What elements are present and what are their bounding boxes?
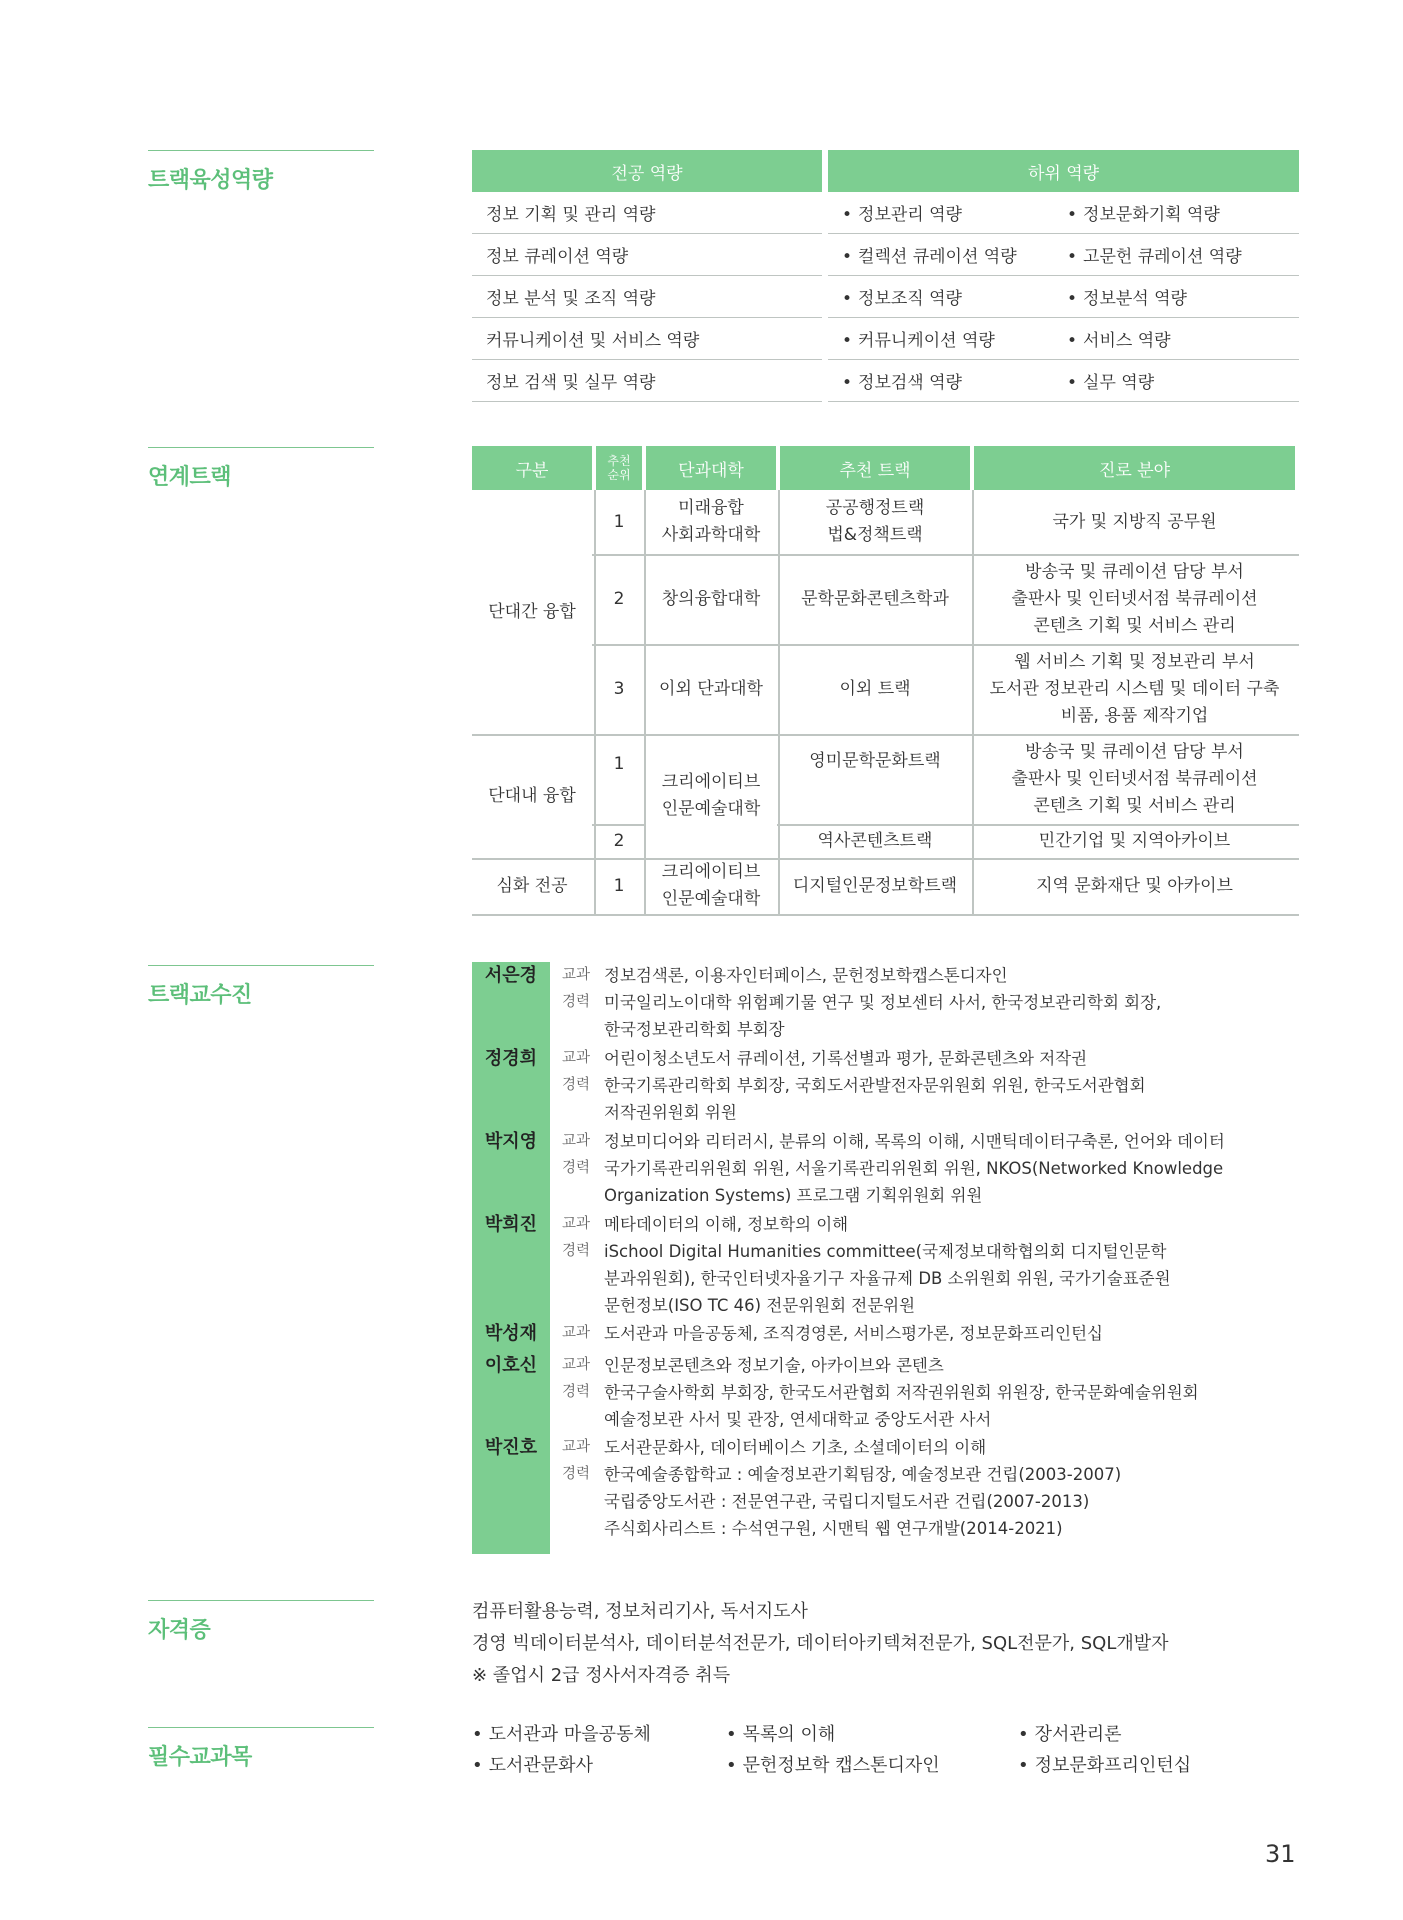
table-header-row bbox=[472, 446, 1299, 490]
track-line: 공공행정트랙 bbox=[825, 498, 925, 518]
college-line: 이외 단과대학 bbox=[659, 678, 763, 699]
course-text: 도서관문화사, 데이터베이스 기초, 소셜데이터의 이해 bbox=[604, 1438, 987, 1457]
career-line: 지역 문화재단 및 아카이브 bbox=[1036, 875, 1233, 896]
sub-competency: • 컬렉션 큐레이션 역량 bbox=[828, 242, 1053, 267]
course-tag: 교과 bbox=[562, 1050, 591, 1066]
sub-competency-cell bbox=[828, 192, 1299, 234]
sub-competency: • 실무 역량 bbox=[1053, 368, 1278, 393]
sub-competency: • 정보관리 역량 bbox=[828, 200, 1053, 225]
header-sub-competency: 하위 역량 bbox=[828, 150, 1299, 192]
course-line bbox=[562, 1045, 1322, 1072]
header-college: 단과대학 bbox=[646, 446, 776, 490]
career-tag bbox=[562, 1099, 604, 1126]
section-heading-certificates bbox=[148, 1600, 374, 1644]
career-tag bbox=[562, 1488, 604, 1515]
career-line: 비품, 용품 제작기업 bbox=[1060, 705, 1209, 726]
faculty-name: 박지영 bbox=[484, 1131, 538, 1152]
career-cell bbox=[974, 858, 1295, 914]
course-item: • 도서관문화사 bbox=[472, 1751, 593, 1777]
faculty-details bbox=[562, 1211, 1322, 1319]
section-title: 트랙교수진 bbox=[148, 983, 252, 1008]
career-text: 주식회사리스트 : 수석연구원, 시맨틱 웹 연구개발(2014-2021) bbox=[604, 1519, 1063, 1538]
major-competency: 정보 기획 및 관리 역량 bbox=[472, 192, 822, 234]
career-line bbox=[562, 1016, 1322, 1043]
table-row bbox=[472, 318, 1299, 360]
table-row bbox=[472, 276, 1299, 318]
track-line: 디지털인문정보학트랙 bbox=[792, 875, 958, 896]
course-item: • 정보문화프리인턴십 bbox=[1018, 1751, 1191, 1777]
career-line bbox=[562, 1488, 1322, 1515]
major-competency: 커뮤니케이션 및 서비스 역량 bbox=[472, 318, 822, 360]
course-tag: 교과 bbox=[562, 1325, 591, 1341]
sub-competency: • 정보조직 역량 bbox=[828, 284, 1053, 309]
section-heading-required-courses bbox=[148, 1727, 374, 1771]
section-heading-faculty bbox=[148, 965, 374, 1009]
section-title: 연계트랙 bbox=[148, 465, 232, 490]
rank-cell: 1 bbox=[613, 511, 625, 532]
faculty-name: 정경희 bbox=[484, 1048, 538, 1069]
section-heading-linked-track bbox=[148, 447, 374, 491]
track-cell bbox=[780, 644, 970, 734]
section-title: 트랙육성역량 bbox=[148, 168, 273, 193]
career-tag bbox=[562, 1182, 604, 1209]
track-line: 영미문학문화트랙 bbox=[809, 751, 941, 771]
career-cell bbox=[974, 490, 1295, 554]
career-text: iSchool Digital Humanities committee(국제정보대학협의회 디지털인문학 bbox=[604, 1242, 1167, 1261]
faculty-details bbox=[562, 1352, 1322, 1433]
group-deep-major: 심화 전공 bbox=[496, 875, 568, 896]
faculty-details bbox=[562, 1434, 1322, 1542]
career-line bbox=[562, 1238, 1322, 1265]
career-tag bbox=[562, 1265, 604, 1292]
sub-competency: • 커뮤니케이션 역량 bbox=[828, 326, 1053, 351]
career-line bbox=[562, 1292, 1322, 1319]
table-row bbox=[472, 192, 1299, 234]
career-line: 콘텐츠 기획 및 서비스 관리 bbox=[1033, 615, 1236, 636]
group-intra-college: 단대내 융합 bbox=[488, 785, 576, 806]
course-text: 메타데이터의 이해, 정보학의 이해 bbox=[604, 1215, 849, 1234]
college-line: 인문예술대학 bbox=[661, 889, 761, 909]
career-line bbox=[562, 1379, 1322, 1406]
faculty-details bbox=[562, 1320, 1322, 1347]
faculty-details bbox=[562, 1128, 1322, 1209]
career-tag: 경력 bbox=[562, 1077, 591, 1093]
sub-competency-cell bbox=[828, 234, 1299, 276]
college-cell bbox=[646, 858, 776, 914]
major-competency: 정보 큐레이션 역량 bbox=[472, 234, 822, 276]
career-line: 국가 및 지방직 공무원 bbox=[1052, 511, 1217, 532]
college-line: 사회과학대학 bbox=[661, 525, 761, 545]
header-career: 진로 분야 bbox=[974, 446, 1295, 490]
course-text: 어린이청소년도서 큐레이션, 기록선별과 평가, 문화콘텐츠와 저작권 bbox=[604, 1049, 1088, 1068]
faculty-details bbox=[562, 962, 1322, 1043]
header-rank bbox=[596, 446, 642, 490]
career-text: 한국예술종합학교 : 예술정보관기획팀장, 예술정보관 건립(2003-2007) bbox=[604, 1465, 1122, 1484]
career-tag bbox=[562, 1292, 604, 1319]
rank-cell: 1 bbox=[613, 753, 625, 774]
career-line: 웹 서비스 기획 및 정보관리 부서 bbox=[1014, 651, 1255, 672]
certificates-list bbox=[472, 1596, 1169, 1692]
track-cell bbox=[780, 824, 970, 858]
competency-table bbox=[472, 150, 1299, 402]
career-line bbox=[562, 1072, 1322, 1099]
career-line bbox=[562, 989, 1322, 1016]
section-heading-track-competency bbox=[148, 150, 374, 194]
career-text: 문헌정보(ISO TC 46) 전문위원회 전문위원 bbox=[604, 1296, 916, 1315]
career-tag: 경력 bbox=[562, 1384, 591, 1400]
college-cell bbox=[646, 490, 776, 554]
sub-competency: • 고문헌 큐레이션 역량 bbox=[1053, 242, 1278, 267]
career-line bbox=[562, 1461, 1322, 1488]
career-line: 도서관 정보관리 시스템 및 데이터 구축 bbox=[989, 678, 1280, 699]
career-line bbox=[562, 1265, 1322, 1292]
college-line: 크리에이티브 bbox=[661, 862, 761, 882]
sub-competency: • 정보검색 역량 bbox=[828, 368, 1053, 393]
header-major-competency: 전공 역량 bbox=[472, 150, 822, 192]
section-title: 필수교과목 bbox=[148, 1745, 252, 1770]
major-competency: 정보 검색 및 실무 역량 bbox=[472, 360, 822, 402]
rank-cell: 2 bbox=[613, 830, 625, 851]
career-tag bbox=[562, 1515, 604, 1542]
career-line: 민간기업 및 지역아카이브 bbox=[1038, 830, 1231, 851]
career-line bbox=[562, 1515, 1322, 1542]
course-line bbox=[562, 962, 1322, 989]
career-tag: 경력 bbox=[562, 1466, 591, 1482]
course-text: 도서관과 마을공동체, 조직경영론, 서비스평가론, 정보문화프리인턴십 bbox=[604, 1324, 1103, 1343]
career-cell bbox=[974, 734, 1295, 824]
college-line: 창의융합대학 bbox=[661, 588, 761, 609]
career-text: 저작권위원회 위원 bbox=[604, 1103, 737, 1122]
faculty-name: 박진호 bbox=[484, 1437, 538, 1458]
career-text: 미국일리노이대학 위험폐기물 연구 및 정보센터 사서, 한국정보관리학회 회장, bbox=[604, 993, 1162, 1012]
career-text: 예술정보관 사서 및 관장, 연세대학교 중앙도서관 사서 bbox=[604, 1410, 992, 1429]
college-cell bbox=[646, 644, 776, 734]
course-tag: 교과 bbox=[562, 967, 591, 983]
course-tag: 교과 bbox=[562, 1439, 591, 1455]
course-text: 정보미디어와 리터러시, 분류의 이해, 목록의 이해, 시맨틱데이터구축론, 언어와 데이터 bbox=[604, 1132, 1225, 1151]
track-line: 역사콘텐츠트랙 bbox=[817, 830, 933, 851]
certificate-line: 컴퓨터활용능력, 정보처리기사, 독서지도사 bbox=[472, 1601, 808, 1622]
course-tag: 교과 bbox=[562, 1357, 591, 1373]
course-tag: 교과 bbox=[562, 1216, 591, 1232]
track-line: 법&정책트랙 bbox=[827, 525, 923, 545]
course-line bbox=[562, 1320, 1322, 1347]
career-line bbox=[562, 1155, 1322, 1182]
course-item: • 목록의 이해 bbox=[726, 1720, 835, 1746]
career-tag: 경력 bbox=[562, 1243, 591, 1259]
course-item: • 문헌정보학 캡스톤디자인 bbox=[726, 1751, 940, 1777]
track-cell bbox=[780, 734, 970, 824]
header-track: 추천 트랙 bbox=[780, 446, 970, 490]
rank-cell: 3 bbox=[613, 678, 625, 699]
linked-track-table bbox=[472, 446, 1299, 916]
major-competency: 정보 분석 및 조직 역량 bbox=[472, 276, 822, 318]
career-text: 국립중앙도서관 : 전문연구관, 국립디지털도서관 건립(2007-2013) bbox=[604, 1492, 1090, 1511]
career-text: 한국정보관리학회 부회장 bbox=[604, 1020, 785, 1039]
career-line: 방송국 및 큐레이션 담당 부서 bbox=[1025, 741, 1244, 762]
faculty-name: 이호신 bbox=[484, 1355, 538, 1376]
career-line: 출판사 및 인터넷서점 북큐레이션 bbox=[1011, 588, 1258, 609]
sub-competency-cell bbox=[828, 318, 1299, 360]
course-line bbox=[562, 1211, 1322, 1238]
career-line: 콘텐츠 기획 및 서비스 관리 bbox=[1033, 795, 1236, 816]
career-line: 출판사 및 인터넷서점 북큐레이션 bbox=[1011, 768, 1258, 789]
career-tag bbox=[562, 1016, 604, 1043]
course-line bbox=[562, 1352, 1322, 1379]
track-cell bbox=[780, 554, 970, 644]
career-tag: 경력 bbox=[562, 1160, 591, 1176]
course-tag: 교과 bbox=[562, 1133, 591, 1149]
career-tag bbox=[562, 1406, 604, 1433]
course-text: 정보검색론, 이용자인터페이스, 문헌정보학캡스톤디자인 bbox=[604, 966, 1008, 985]
sub-competency-cell bbox=[828, 360, 1299, 402]
rank-cell: 1 bbox=[613, 875, 625, 896]
course-line bbox=[562, 1434, 1322, 1461]
career-line bbox=[562, 1099, 1322, 1126]
header-type: 구분 bbox=[472, 446, 592, 490]
page-number: 31 bbox=[1265, 1840, 1296, 1868]
faculty-name: 서은경 bbox=[484, 965, 538, 986]
table-row bbox=[472, 360, 1299, 402]
college-line: 인문예술대학 bbox=[661, 799, 761, 819]
career-line bbox=[562, 1406, 1322, 1433]
track-cell bbox=[780, 490, 970, 554]
career-text: 국가기록관리위원회 위원, 서울기록관리위원회 위원, NKOS(Networked Knowledge bbox=[604, 1159, 1224, 1178]
sub-competency-cell bbox=[828, 276, 1299, 318]
track-cell bbox=[780, 858, 970, 914]
college-line: 크리에이티브 bbox=[661, 772, 761, 792]
table-row bbox=[472, 234, 1299, 276]
career-text: Organization Systems) 프로그램 기획위원회 위원 bbox=[604, 1186, 983, 1205]
college-cell bbox=[646, 734, 776, 858]
rank-cell: 2 bbox=[613, 588, 625, 609]
college-cell bbox=[646, 554, 776, 644]
certificate-line: 경영 빅데이터분석사, 데이터분석전문가, 데이터아키텍쳐전문가, SQL전문가, SQL개발자 bbox=[472, 1633, 1169, 1654]
course-text: 인문정보콘텐츠와 정보기술, 아카이브와 콘텐츠 bbox=[604, 1356, 944, 1375]
certificate-line: ※ 졸업시 2급 정사서자격증 취득 bbox=[472, 1665, 731, 1686]
table-header-row bbox=[472, 150, 1299, 192]
career-text: 한국기록관리학회 부회장, 국회도서관발전자문위원회 위원, 한국도서관협회 bbox=[604, 1076, 1146, 1095]
sub-competency: • 정보분석 역량 bbox=[1053, 284, 1278, 309]
track-line: 문학문화콘텐츠학과 bbox=[801, 588, 949, 609]
course-item: • 장서관리론 bbox=[1018, 1720, 1122, 1746]
section-title: 자격증 bbox=[148, 1618, 211, 1643]
career-text: 분과위원회), 한국인터넷자율기구 자율규제 DB 소위원회 위원, 국가기술표준원 bbox=[604, 1269, 1171, 1288]
career-cell bbox=[974, 644, 1295, 734]
career-cell bbox=[974, 554, 1295, 644]
faculty-name: 박성재 bbox=[484, 1323, 538, 1344]
career-tag: 경력 bbox=[562, 994, 591, 1010]
course-item: • 도서관과 마을공동체 bbox=[472, 1720, 651, 1746]
sub-competency: • 정보문화기획 역량 bbox=[1053, 200, 1278, 225]
career-text: 한국구술사학회 부회장, 한국도서관협회 저작권위원회 위원장, 한국문화예술위원회 bbox=[604, 1383, 1199, 1402]
header-rank-line2: 순위 bbox=[607, 468, 631, 482]
linked-track-table-body bbox=[472, 490, 1299, 916]
header-rank-line1: 추천 bbox=[607, 454, 631, 468]
career-line: 방송국 및 큐레이션 담당 부서 bbox=[1025, 561, 1244, 582]
track-line: 이외 트랙 bbox=[839, 678, 911, 699]
group-inter-college: 단대간 융합 bbox=[488, 601, 576, 622]
college-line: 미래융합 bbox=[678, 498, 744, 518]
faculty-details bbox=[562, 1045, 1322, 1126]
faculty-name: 박희진 bbox=[484, 1214, 538, 1235]
career-cell bbox=[974, 824, 1295, 858]
sub-competency: • 서비스 역량 bbox=[1053, 326, 1278, 351]
course-line bbox=[562, 1128, 1322, 1155]
career-line bbox=[562, 1182, 1322, 1209]
